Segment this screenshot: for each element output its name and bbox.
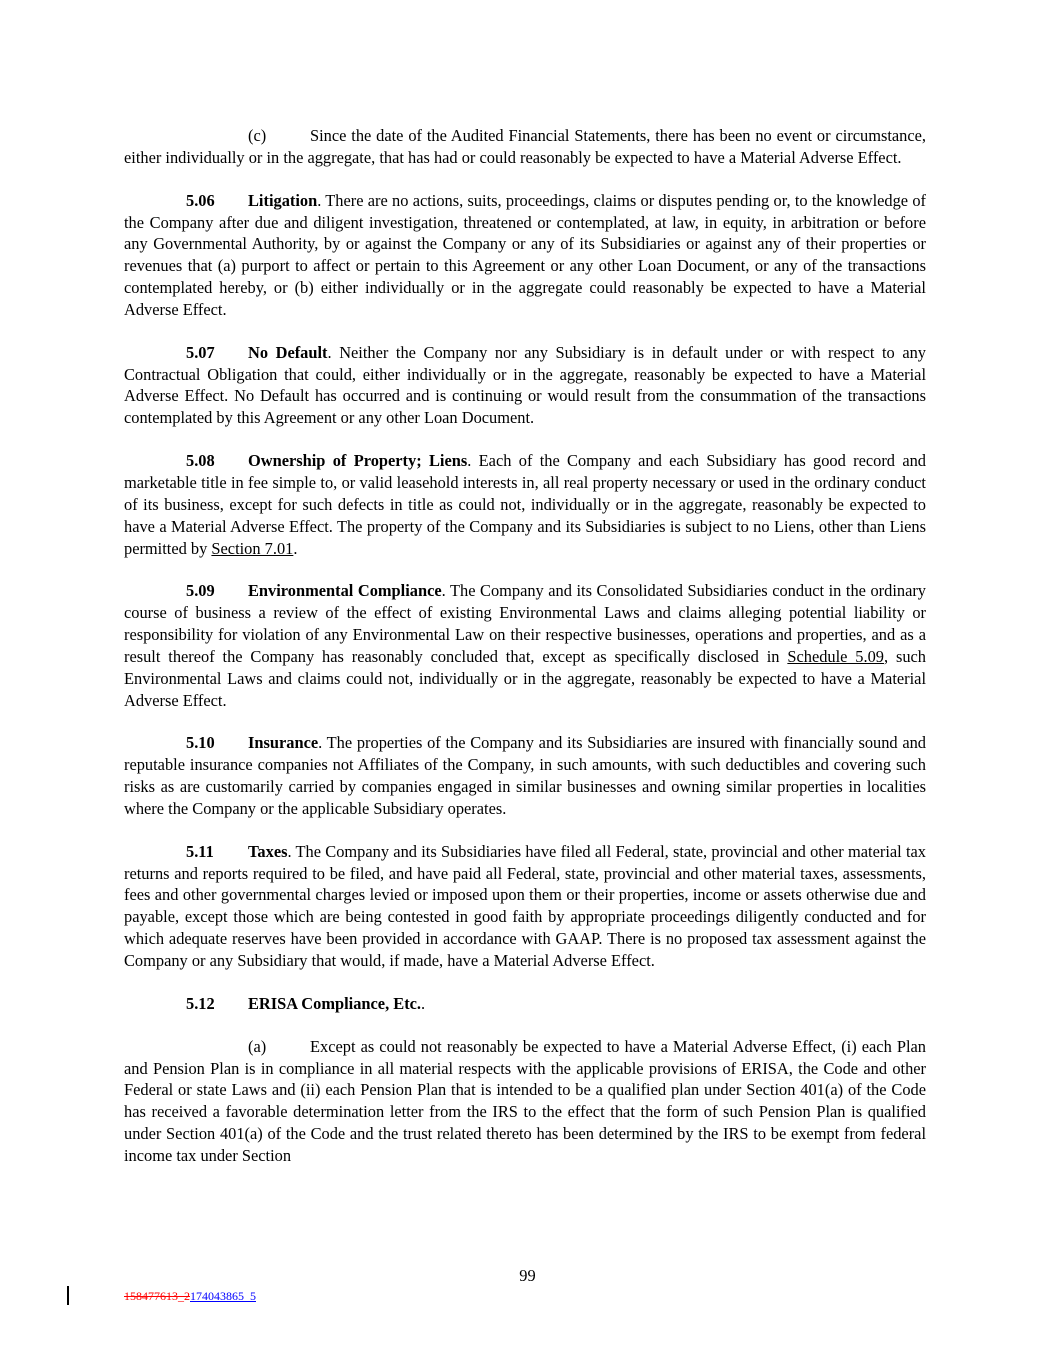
section-text-tail: , such Environmental Laws and claims could not, individually or in the aggregate, reasonably be expected to have a Material Adverse Effect. — [124, 646, 926, 710]
section-title: Insurance — [248, 733, 319, 753]
section-5-12 — [124, 993, 926, 1015]
section-text: . The Company and its Consolidated Subsidiaries conduct in the ordinary course of business a review of the effect of existing Environmental Laws and claims alleging potential liability or responsibility for violation of any Environmental Law on their respective businesses, operations and properties, and as a result thereof the Company has reasonably concluded that, except as specifically disclosed in — [124, 581, 926, 666]
section-text: . — [421, 993, 426, 1013]
section-number: 5.06 — [186, 190, 215, 210]
section-title: ERISA Compliance, Etc. — [248, 993, 422, 1013]
schedule-cross-reference: Schedule 5.09 — [787, 646, 884, 666]
section-number: 5.10 — [186, 733, 215, 753]
page-number: 99 — [519, 1266, 536, 1285]
section-number: 5.09 — [186, 581, 215, 601]
revision-change-bar — [67, 1286, 69, 1305]
section-text: . The properties of the Company and its Subsidiaries are insured with financially sound and reputable insurance companies not Affiliates of the Company, in such amounts, with such deductibles and covering such risks as are customarily carried by companies engaged in similar businesses and owning similar properties in localities where the Company or the applicable Subsidiary operates. — [124, 733, 926, 818]
paragraph-5-05-c — [124, 125, 926, 169]
section-cross-reference: Section 7.01 — [211, 538, 294, 558]
paragraph-text: Since the date of the Audited Financial Statements, there has been no event or circumstance, either individually or in the aggregate, that has had or could reasonably be expected to have a Material Adverse Effect. — [124, 126, 926, 167]
section-5-07 — [124, 342, 926, 429]
section-5-09 — [124, 580, 926, 711]
section-number: 5.08 — [186, 451, 215, 471]
document-body — [124, 125, 926, 1188]
section-text: . Each of the Company and each Subsidiary has good record and marketable title in fee simple to, or valid leasehold interests in, all real property necessary or used in the ordinary conduct of its business, except for such defects in title as could not, individually or in the aggregate, reasonably be expected to have a Material Adverse Effect. The property of the Company and its Subsidiaries is subject to no Liens, other than Liens permitted by — [124, 451, 926, 558]
section-number: 5.07 — [186, 342, 215, 362]
document-id-inserted: 174043865_5 — [190, 1289, 256, 1303]
paragraph-5-12-a — [124, 1036, 926, 1167]
section-text: . There are no actions, suits, proceedings, claims or disputes pending or, to the knowledge of the Company after due and diligent investigation, threatened or contemplated, at law, in equity, in arbitration or before any Governmental Authority, by or against the Company or any of its Subsidiaries or against any of their properties or revenues that (a) purport to affect or pertain to this Agreement or any other Loan Document, or any of the transactions contemplated hereby, or (b) either individually or in the aggregate could reasonably be expected to have a Material Adverse Effect. — [124, 190, 926, 319]
paragraph-enumerator: (a) — [248, 1036, 267, 1056]
section-text: . Neither the Company nor any Subsidiary is in default under or with respect to any Contractual Obligation that could, either individually or in the aggregate, reasonably be expected to have a Material Adverse Effect. No Default has occurred and is continuing or would result from the consummation of the transactions contemplated by this Agreement or any other Loan Document. — [124, 342, 926, 428]
paragraph-text: Except as could not reasonably be expected to have a Material Adverse Effect, (i) each Plan and Pension Plan is in compliance in all material respects with the applicable provisions of ERISA, the Code and other Federal or state Laws and (ii) each Pension Plan that is intended to be a qualified plan under Section 401(a) of the Code has received a favorable determination letter from the IRS to the effect that the form of such Pension Plan is qualified under Section 401(a) of the Code and the trust related thereto has been determined by the IRS to be exempt from federal income tax under Section — [124, 1036, 926, 1165]
section-title: Ownership of Property; Liens — [248, 451, 468, 471]
section-title: Environmental Compliance — [248, 581, 442, 601]
section-5-06 — [124, 190, 926, 321]
section-number: 5.11 — [186, 841, 214, 861]
paragraph-enumerator: (c) — [248, 126, 267, 145]
document-id-footer — [124, 1289, 256, 1304]
section-5-08 — [124, 450, 926, 559]
section-title: Litigation — [248, 190, 318, 210]
section-title: Taxes — [248, 841, 288, 861]
section-text: . The Company and its Subsidiaries have filed all Federal, state, provincial and other material tax returns and reports required to be filed, and have paid all Federal, state, provincial and other material taxes, assessments, fees and other governmental charges levied or imposed upon them or their properties, income or assets otherwise due and payable, except those which are being contested in good faith by appropriate proceedings diligently conducted and for which adequate reserves have been provided in accordance with GAAP. There is no proposed tax assessment against the Company or any Subsidiary that would, if made, have a Material Adverse Effect. — [124, 841, 926, 970]
document-id-deleted: 158477613_2 — [124, 1289, 190, 1303]
section-5-11 — [124, 841, 926, 972]
section-number: 5.12 — [186, 993, 215, 1013]
section-text-tail: . — [293, 538, 298, 558]
section-5-10 — [124, 732, 926, 819]
section-title: No Default — [248, 342, 328, 362]
